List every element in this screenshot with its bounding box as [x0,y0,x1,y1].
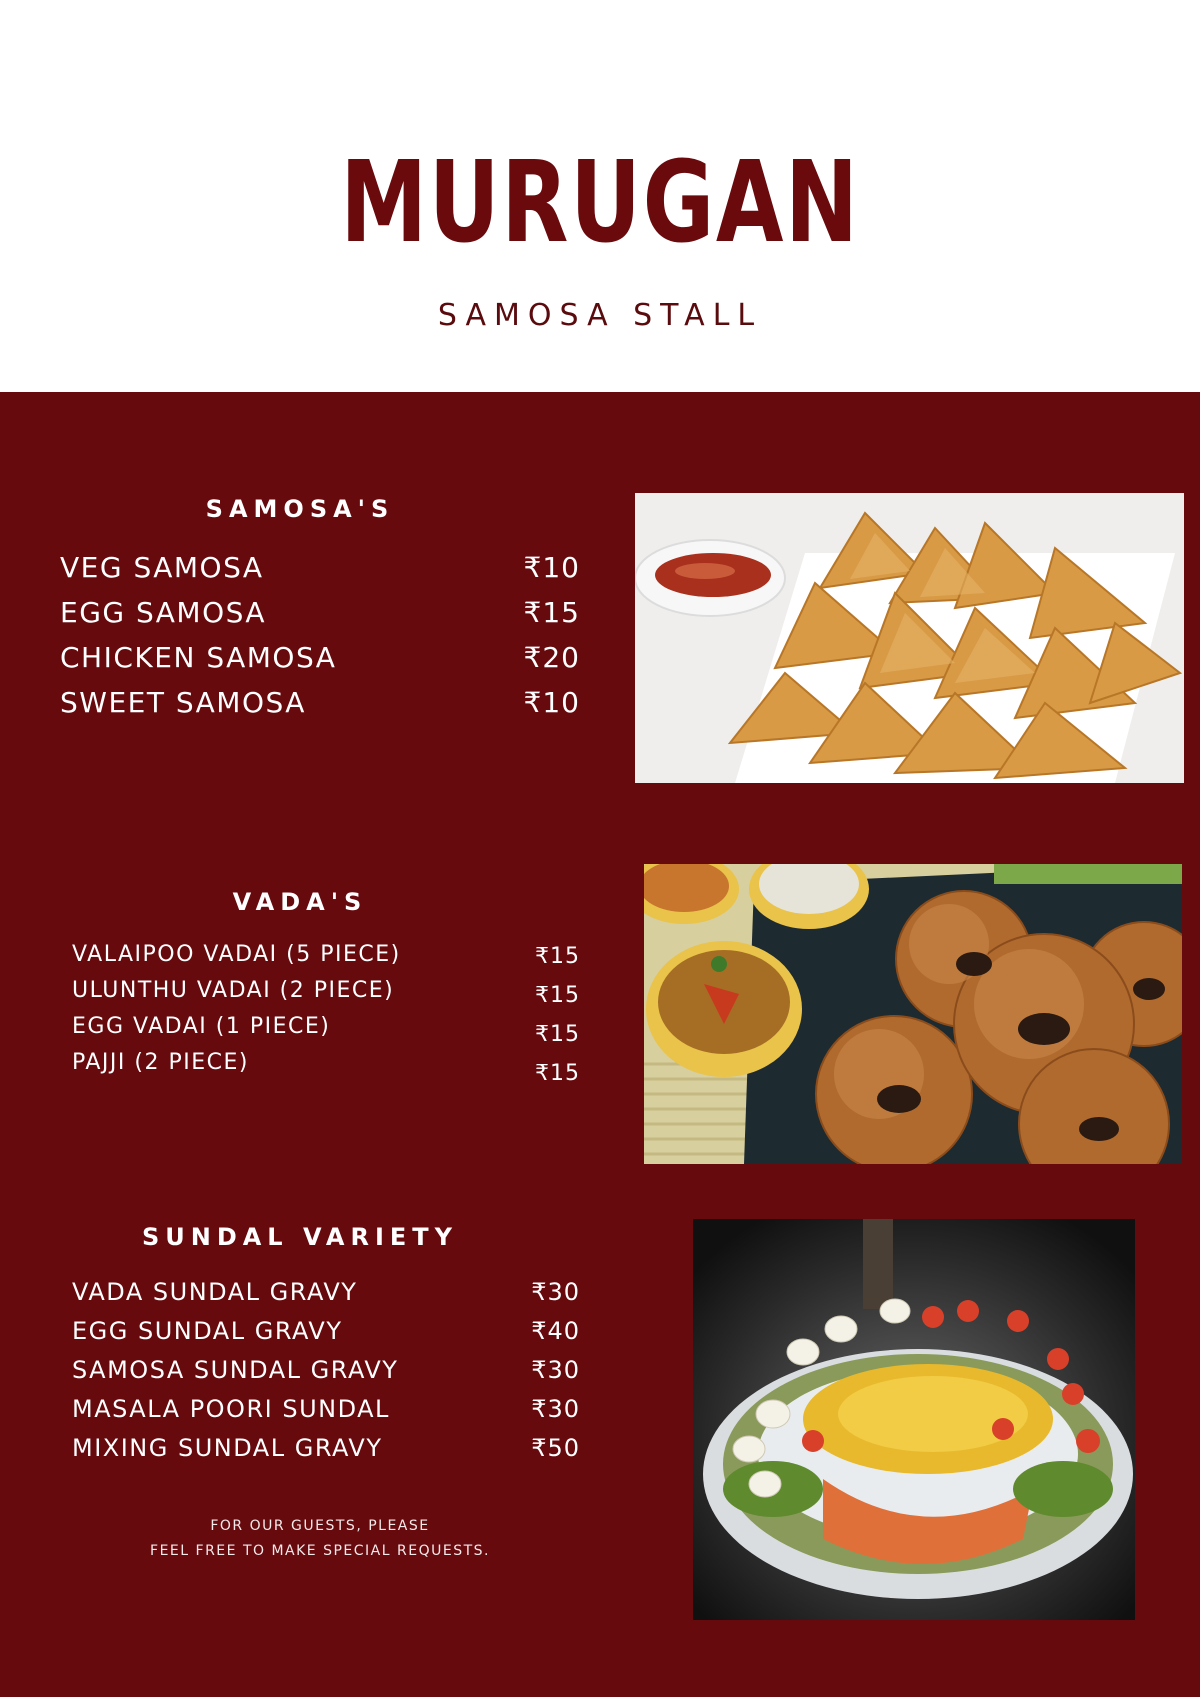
menu-item-price: ₹15 [535,1061,580,1086]
menu-item-name: MIXING SUNDAL GRAVY [72,1434,383,1462]
samosa-photo [635,493,1184,783]
vada-plate-icon [644,864,1182,1164]
menu-item-name: VEG SAMOSA [60,551,264,584]
menu-item-name: VADA SUNDAL GRAVY [72,1278,358,1306]
menu-item-price: ₹30 [531,1395,580,1423]
vada-photo [644,864,1182,1164]
samosa-plate-icon [635,493,1184,783]
section-title-samosa: SAMOSA'S [205,495,395,523]
menu-item-price: ₹50 [531,1434,580,1462]
menu-item-price: ₹10 [523,551,580,584]
menu-item-price: ₹10 [523,686,580,719]
menu-item-name: ULUNTHU VADAI (2 PIECE) [72,978,395,1003]
page-title: MURUGAN [340,138,860,268]
menu-item-name: SWEET SAMOSA [60,686,306,719]
menu-item-price: ₹30 [531,1278,580,1306]
menu-item-name: SAMOSA SUNDAL GRAVY [72,1356,399,1384]
footer-line-2: FEEL FREE TO MAKE SPECIAL REQUESTS. [150,1543,490,1559]
menu-item-price: ₹30 [531,1356,580,1384]
menu-item-price: ₹15 [535,983,580,1008]
menu-item-price: ₹20 [523,641,580,674]
menu-item-price: ₹15 [535,1022,580,1047]
menu-item-name: CHICKEN SAMOSA [60,641,337,674]
header [0,0,1200,392]
menu-item-name: MASALA POORI SUNDAL [72,1395,390,1423]
menu-item-name: EGG VADAI (1 PIECE) [72,1014,331,1039]
menu-item-price: ₹15 [523,596,580,629]
footer-line-1: FOR OUR GUESTS, PLEASE [210,1518,430,1534]
section-title-vada: VADA'S [232,888,368,916]
footer-note [90,1514,550,1564]
section-title-sundal: SUNDAL VARIETY [141,1223,459,1251]
menu-item-name: EGG SAMOSA [60,596,267,629]
menu-item-price: ₹40 [531,1317,580,1345]
menu-item-price: ₹15 [535,944,580,969]
sundal-platter-icon [693,1219,1135,1620]
menu-item-name: VALAIPOO VADAI (5 PIECE) [72,942,401,967]
sundal-photo [693,1219,1135,1620]
page-subtitle: SAMOSA STALL [437,298,763,333]
menu-item-name: EGG SUNDAL GRAVY [72,1317,343,1345]
menu-item-name: PAJJI (2 PIECE) [72,1050,249,1075]
